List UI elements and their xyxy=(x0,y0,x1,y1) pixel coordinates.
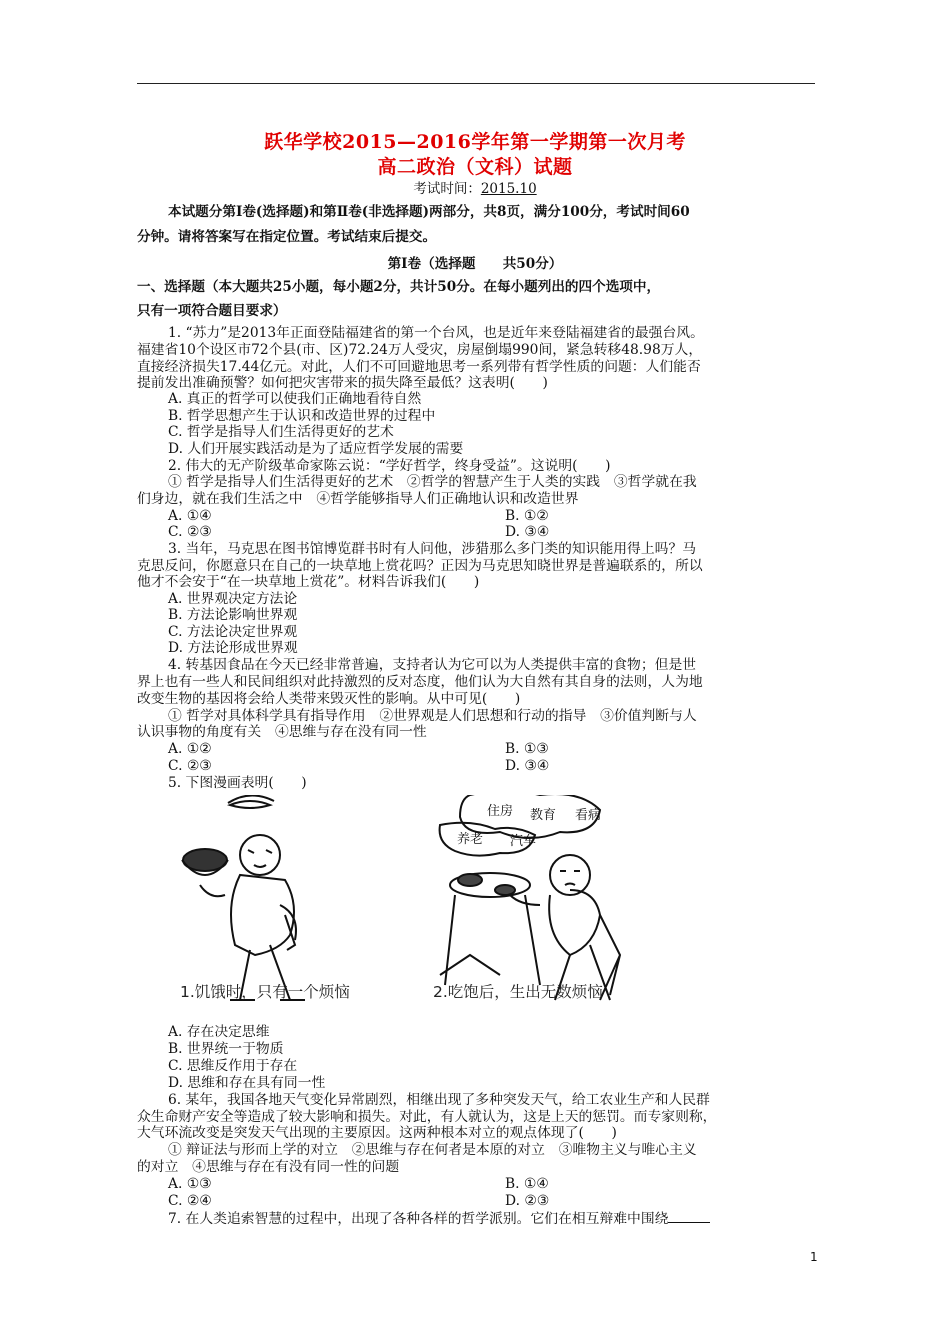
part-heading-2: 只有一项符合题目要求） xyxy=(137,303,287,319)
q5-option-d: D. 思维和存在具有同一性 xyxy=(168,1075,326,1091)
cartoon-caption-2: 2.吃饱后，生出无数烦恼 xyxy=(433,983,603,1001)
q4-option-d: D. ③④ xyxy=(505,758,550,774)
q6-line-4: ① 辩证法与形而上学的对立 ②思维与存在何者是本原的对立 ③唯物主义与唯心主义 xyxy=(168,1142,697,1158)
q3-option-c: C. 方法论决定世界观 xyxy=(168,624,298,640)
q1-option-b: B. 哲学思想产生于认识和改造世界的过程中 xyxy=(168,408,436,424)
q3-option-a: A. 世界观决定方法论 xyxy=(168,591,298,607)
q4-option-a: A. ①② xyxy=(168,741,212,757)
q2-line-3: 们身边，就在我们生活之中 ④哲学能够指导人们正确地认识和改造世界 xyxy=(137,491,579,507)
q1-option-a: A. 真正的哲学可以使我们正确地看待自然 xyxy=(168,391,422,407)
full-man-figure xyxy=(440,795,620,1000)
q7-line-1 xyxy=(168,1210,858,1228)
q6-option-a: A. ①③ xyxy=(168,1176,212,1192)
q3-line-2: 克思反问，你愿意只在自己的一块草地上赏花吗？正因为马克思知晓世界是普遍联系的，所以 xyxy=(137,558,703,574)
q2-option-c: C. ②③ xyxy=(168,524,212,540)
q4-option-b: B. ①③ xyxy=(505,741,549,757)
q6-line-2: 众生命财产安全等造成了较大影响和损失。对此，有人就认为，这是上天的惩罚。而专家则称， xyxy=(137,1109,717,1125)
header-rule xyxy=(137,83,815,84)
q1-option-d: D. 人们开展实践活动是为了适应哲学发展的需要 xyxy=(168,441,464,457)
exam-time-value: 2015.10 xyxy=(480,181,537,197)
worry-education: 教育 xyxy=(530,808,557,823)
worry-car: 汽车 xyxy=(510,834,537,849)
q1-line-4: 提前发出准确预警？如何把灾害带来的损失降至最低？这表明( ) xyxy=(137,375,548,391)
hungry-man-figure xyxy=(182,795,305,1000)
q4-line-2: 界上也有一些人和民间组织对此持激烈的反对态度，他们认为大自然有其自身的法则，人为地 xyxy=(137,674,703,690)
q5-option-a: A. 存在决定思维 xyxy=(168,1024,270,1040)
section-heading: 第Ⅰ卷（选择题 共50分） xyxy=(387,256,563,272)
q6-line-5: 的对立 ④思维与存在有没有同一性的问题 xyxy=(137,1159,400,1175)
worry-housing: 住房 xyxy=(487,804,514,819)
part-heading-1: 一、选择题（本大题共25小题，每小题2分，共计50分。在每小题列出的四个选项中， xyxy=(137,279,661,295)
exam-subtitle: 高二政治（文科）试题 xyxy=(377,156,573,178)
q3-line-3: 他才不会安于“在一块草地上赏花”。材料告诉我们( ) xyxy=(137,574,480,590)
q4-line-3: 改变生物的基因将会给人类带来毁灭性的影响。从中可见( ) xyxy=(137,691,521,707)
worry-pension: 养老 xyxy=(457,832,484,847)
intro-line-1: 本试题分第Ⅰ卷(选择题)和第Ⅱ卷(非选择题)两部分，共8页，满分100分，考试时间60 xyxy=(168,204,690,220)
cartoon-illustration xyxy=(170,795,650,1010)
q5-option-c: C. 思维反作用于存在 xyxy=(168,1058,298,1074)
q2-line-1: 2. 伟大的无产阶级革命家陈云说：“学好哲学，终身受益”。这说明( ) xyxy=(168,458,611,474)
q4-line-4: ① 哲学对具体科学具有指导作用 ②世界观是人们思想和行动的指导 ③价值判断与人 xyxy=(168,708,697,724)
q6-option-d: D. ②③ xyxy=(505,1193,550,1209)
exam-time-label: 考试时间： xyxy=(413,181,481,197)
q4-option-c: C. ②③ xyxy=(168,758,212,774)
q4-line-1: 4. 转基因食品在今天已经非常普遍，支持者认为它可以为人类提供丰富的食物；但是世 xyxy=(168,657,697,673)
q3-option-b: B. 方法论影响世界观 xyxy=(168,607,298,623)
q1-line-3: 直接经济损失17.44亿元。对此，人们不可回避地思考一系列带有哲学性质的问题：人们能否 xyxy=(137,359,701,375)
exam-title: 跃华学校2015—2016学年第一学期第一次月考 xyxy=(264,131,686,153)
cartoon-caption-1: 1.饥饿时，只有一个烦恼 xyxy=(180,983,350,1001)
intro-line-2: 分钟。请将答案写在指定位置。考试结束后提交。 xyxy=(137,229,437,245)
q6-line-1: 6. 某年，我国各地天气变化异常剧烈，相继出现了多种突发天气，给工农业生产和人民群 xyxy=(168,1092,710,1108)
q5-option-b: B. 世界统一于物质 xyxy=(168,1041,284,1057)
q1-line-2: 福建省10个设区市72个县(市、区)72.24万人受灾，房屋倒塌990间，紧急转移48.98万人， xyxy=(137,342,703,358)
q1-line-1: 1. “苏力”是2013年正面登陆福建省的第一个台风，也是近年来登陆福建省的最强台风。 xyxy=(168,325,704,341)
q4-line-5: 认识事物的角度有关 ④思维与存在没有同一性 xyxy=(137,724,427,740)
exam-time xyxy=(0,177,950,197)
q6-line-3: 大气环流改变是突发天气出现的主要原因。这两种根本对立的观点体现了( ) xyxy=(137,1125,617,1141)
answer-blank xyxy=(668,1210,710,1223)
q3-option-d: D. 方法论形成世界观 xyxy=(168,640,298,656)
q2-option-a: A. ①④ xyxy=(168,508,212,524)
q3-line-1: 3. 当年，马克思在图书馆博览群书时有人问他，涉猎那么多门类的知识能用得上吗？马 xyxy=(168,541,697,557)
q6-option-c: C. ②④ xyxy=(168,1193,212,1209)
q1-option-c: C. 哲学是指导人们生活得更好的艺术 xyxy=(168,424,394,440)
q7-text: 7. 在人类追索智慧的过程中，出现了各种各样的哲学派别。它们在相互辩难中围绕 xyxy=(168,1211,669,1227)
q2-line-2: ① 哲学是指导人们生活得更好的艺术 ②哲学的智慧产生于人类的实践 ③哲学就在我 xyxy=(168,474,697,490)
worry-medical: 看病 xyxy=(575,808,602,823)
q2-option-d: D. ③④ xyxy=(505,524,550,540)
q2-option-b: B. ①② xyxy=(505,508,549,524)
q5-line-1: 5. 下图漫画表明( ) xyxy=(168,775,307,791)
page-number: 1 xyxy=(810,1250,818,1264)
q6-option-b: B. ①④ xyxy=(505,1176,549,1192)
